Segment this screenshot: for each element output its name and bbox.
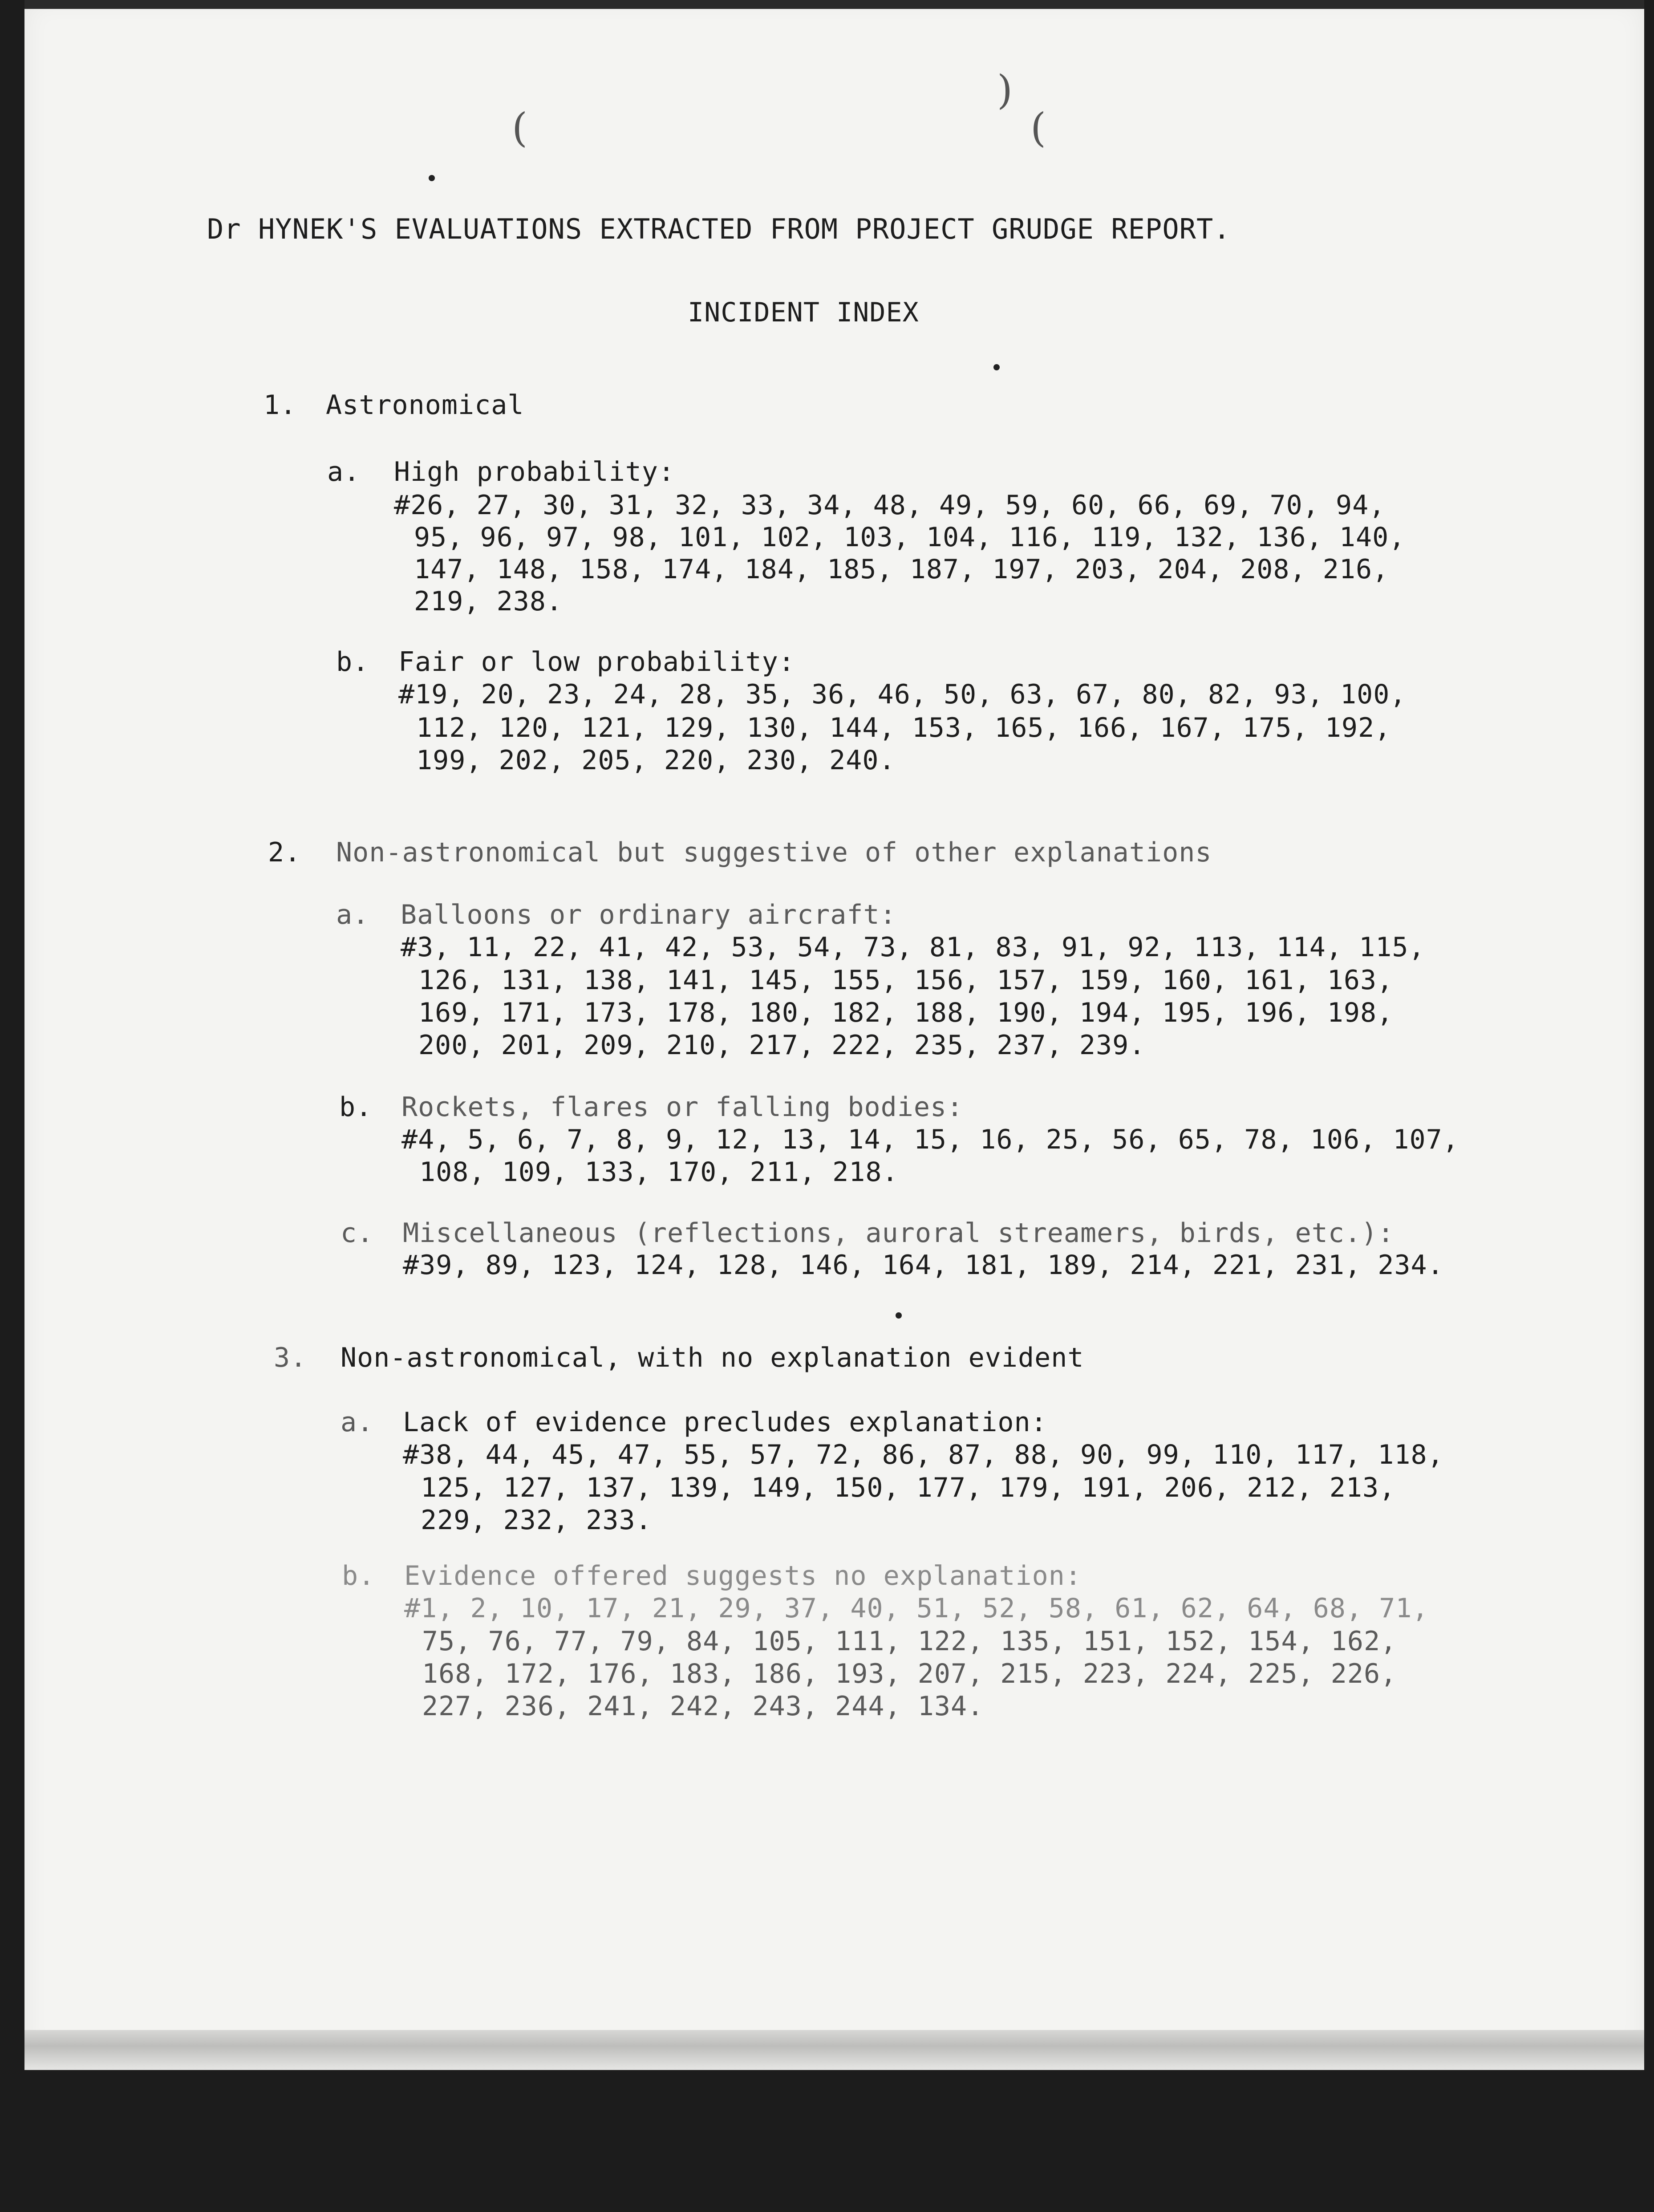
section-heading-astronomical: Astronomical xyxy=(326,390,524,421)
incident-list-line: #38, 44, 45, 47, 55, 57, 72, 86, 87, 88, 90, 99, 110, 117, 118, xyxy=(403,1439,1444,1470)
incident-list-line: #39, 89, 123, 124, 128, 146, 164, 181, 189, 214, 221, 231, 234. xyxy=(403,1250,1444,1281)
subsection-letter: c. xyxy=(341,1218,374,1249)
section-number: 3. xyxy=(274,1342,307,1373)
incident-list-line: 169, 171, 173, 178, 180, 182, 188, 190, 194, 195, 196, 198, xyxy=(418,997,1394,1028)
subsection-label: Lack of evidence precludes explanation: xyxy=(403,1407,1047,1438)
top-edge-shadow xyxy=(24,0,1645,9)
subsection-letter: a. xyxy=(336,899,369,930)
incident-list-line: 125, 127, 137, 139, 149, 150, 177, 179, 191, 206, 212, 213, xyxy=(421,1472,1396,1503)
right-edge-shadow xyxy=(1644,0,1654,2212)
subsection-label: Rockets, flares or falling bodies: xyxy=(401,1092,964,1123)
section-heading-no-explanation: Non-astronomical, with no explanation evident xyxy=(341,1342,1084,1373)
stray-mark: ( xyxy=(512,105,528,151)
subsection-letter: b. xyxy=(339,1092,373,1123)
incident-list-line: #1, 2, 10, 17, 21, 29, 37, 40, 51, 52, 58, 61, 62, 64, 68, 71, xyxy=(404,1593,1429,1624)
subsection-label: Miscellaneous (reflections, auroral streamers, birds, etc.): xyxy=(403,1218,1395,1249)
section-heading-non-astronomical: Non-astronomical but suggestive of other explanations xyxy=(336,837,1212,868)
incident-list-line: 219, 238. xyxy=(414,586,563,617)
subsection-label: Fair or low probability: xyxy=(398,646,795,678)
subsection-label: Balloons or ordinary aircraft: xyxy=(401,899,896,930)
document-subtitle: INCIDENT INDEX xyxy=(688,297,919,328)
incident-list-line: #19, 20, 23, 24, 28, 35, 36, 46, 50, 63, 67, 80, 82, 93, 100, xyxy=(398,679,1407,710)
section-number: 1. xyxy=(264,390,297,421)
incident-list-line: 126, 131, 138, 141, 145, 155, 156, 157, 159, 160, 161, 163, xyxy=(418,965,1394,996)
subsection-label: Evidence offered suggests no explanation: xyxy=(404,1560,1082,1591)
stray-dot xyxy=(896,1312,902,1319)
incident-list-line: 229, 232, 233. xyxy=(421,1505,652,1536)
incident-list-line: 108, 109, 133, 170, 211, 218. xyxy=(419,1157,899,1188)
incident-list-line: 112, 120, 121, 129, 130, 144, 153, 165, 166, 167, 175, 192, xyxy=(416,712,1391,743)
scan-background xyxy=(0,2070,1654,2212)
stray-dot xyxy=(429,175,435,181)
stray-mark: ) xyxy=(997,67,1013,114)
incident-list-line: #26, 27, 30, 31, 32, 33, 34, 48, 49, 59, 60, 66, 69, 70, 94, xyxy=(394,490,1386,521)
subsection-letter: a. xyxy=(327,456,361,487)
incident-list-line: 95, 96, 97, 98, 101, 102, 103, 104, 116, 119, 132, 136, 140, xyxy=(414,522,1406,553)
stray-mark: ( xyxy=(1030,105,1046,151)
incident-list-line: #3, 11, 22, 41, 42, 53, 54, 73, 81, 83, 91, 92, 113, 114, 115, xyxy=(401,932,1425,963)
subsection-label: High probability: xyxy=(394,456,675,487)
incident-list-line: 227, 236, 241, 242, 243, 244, 134. xyxy=(422,1691,984,1722)
incident-list-line: 168, 172, 176, 183, 186, 193, 207, 215, 223, 224, 225, 226, xyxy=(422,1658,1397,1689)
section-number: 2. xyxy=(268,837,301,868)
subsection-letter: a. xyxy=(341,1407,374,1438)
document-title: Dr HYNEK'S EVALUATIONS EXTRACTED FROM PROJECT GRUDGE REPORT. xyxy=(207,213,1231,245)
incident-list-line: 75, 76, 77, 79, 84, 105, 111, 122, 135, 151, 152, 154, 162, xyxy=(422,1626,1397,1657)
incident-list-line: 199, 202, 205, 220, 230, 240. xyxy=(416,745,896,776)
incident-list-line: 147, 148, 158, 174, 184, 185, 187, 197, 203, 204, 208, 216, xyxy=(414,554,1389,585)
incident-list-line: 200, 201, 209, 210, 217, 222, 235, 237, 239. xyxy=(418,1030,1146,1061)
bottom-fold-shadow xyxy=(24,2030,1645,2070)
subsection-letter: b. xyxy=(336,646,369,678)
subsection-letter: b. xyxy=(342,1560,375,1591)
incident-list-line: #4, 5, 6, 7, 8, 9, 12, 13, 14, 15, 16, 25, 56, 65, 78, 106, 107, xyxy=(401,1124,1459,1155)
stray-dot xyxy=(993,364,1000,370)
